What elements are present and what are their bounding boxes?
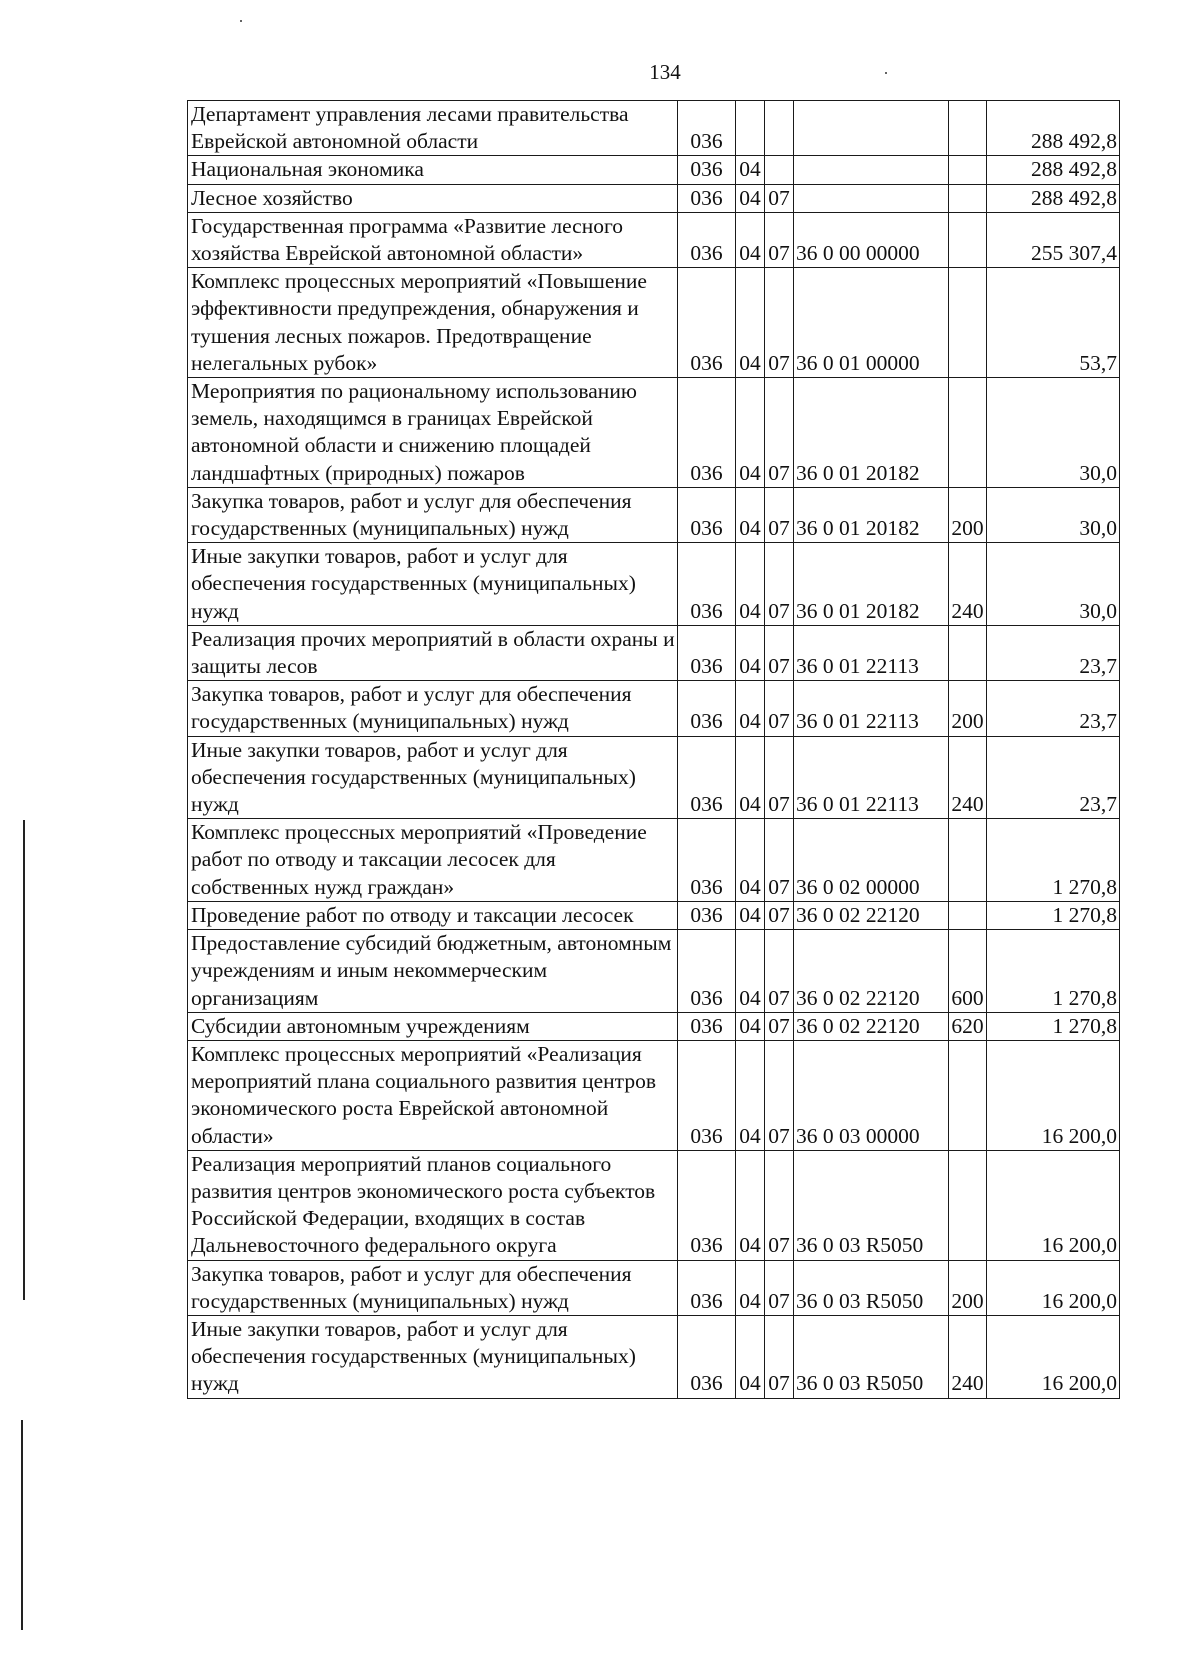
row-name-cell: Государственная программа «Развитие лесного хозяйства Еврейской автономной области» bbox=[188, 212, 678, 267]
table-row bbox=[188, 930, 1120, 1013]
expense-type-cell: 240 bbox=[949, 736, 987, 819]
expense-type-cell bbox=[949, 1150, 987, 1260]
page-number: 134 bbox=[649, 60, 681, 84]
section-code-cell bbox=[736, 101, 765, 156]
department-code-cell: 036 bbox=[678, 378, 736, 488]
section-code-cell: 04 bbox=[736, 736, 765, 819]
section-code-cell: 04 bbox=[736, 487, 765, 542]
subsection-code-cell: 07 bbox=[765, 212, 794, 267]
section-code-cell: 04 bbox=[736, 378, 765, 488]
section-code-cell: 04 bbox=[736, 625, 765, 680]
department-code-cell: 036 bbox=[678, 1260, 736, 1315]
amount-cell: 255 307,4 bbox=[987, 212, 1120, 267]
table-row bbox=[188, 156, 1120, 184]
target-article-cell bbox=[794, 184, 949, 212]
department-code-cell: 036 bbox=[678, 184, 736, 212]
amount-cell: 23,7 bbox=[987, 736, 1120, 819]
scan-speck bbox=[240, 20, 242, 22]
scan-speck bbox=[885, 72, 887, 74]
row-name-cell: Комплекс процессных мероприятий «Проведение работ по отводу и таксации лесосек для собственных нужд граждан» bbox=[188, 819, 678, 902]
amount-cell: 1 270,8 bbox=[987, 819, 1120, 902]
table-row bbox=[188, 681, 1120, 736]
amount-cell: 23,7 bbox=[987, 681, 1120, 736]
section-code-cell: 04 bbox=[736, 543, 765, 626]
department-code-cell: 036 bbox=[678, 156, 736, 184]
subsection-code-cell: 07 bbox=[765, 930, 794, 1013]
row-name-cell: Субсидии автономным учреждениям bbox=[188, 1012, 678, 1040]
target-article-cell bbox=[794, 156, 949, 184]
amount-cell: 30,0 bbox=[987, 543, 1120, 626]
table-row bbox=[188, 625, 1120, 680]
subsection-code-cell: 07 bbox=[765, 625, 794, 680]
amount-cell: 16 200,0 bbox=[987, 1150, 1120, 1260]
target-article-cell: 36 0 00 00000 bbox=[794, 212, 949, 267]
section-code-cell: 04 bbox=[736, 901, 765, 929]
amount-cell: 16 200,0 bbox=[987, 1315, 1120, 1398]
budget-table bbox=[187, 100, 1120, 1399]
expense-type-cell bbox=[949, 1040, 987, 1150]
row-name-cell: Закупка товаров, работ и услуг для обеспечения государственных (муниципальных) нужд bbox=[188, 487, 678, 542]
expense-type-cell bbox=[949, 378, 987, 488]
target-article-cell: 36 0 03 00000 bbox=[794, 1040, 949, 1150]
row-name-cell: Предоставление субсидий бюджетным, автономным учреждениям и иным некоммерческим организациям bbox=[188, 930, 678, 1013]
department-code-cell: 036 bbox=[678, 487, 736, 542]
table-row bbox=[188, 212, 1120, 267]
target-article-cell: 36 0 02 22120 bbox=[794, 930, 949, 1013]
amount-cell: 16 200,0 bbox=[987, 1040, 1120, 1150]
section-code-cell: 04 bbox=[736, 1150, 765, 1260]
budget-table-body bbox=[188, 101, 1120, 1399]
department-code-cell: 036 bbox=[678, 819, 736, 902]
department-code-cell: 036 bbox=[678, 930, 736, 1013]
target-article-cell: 36 0 02 22120 bbox=[794, 1012, 949, 1040]
subsection-code-cell: 07 bbox=[765, 901, 794, 929]
scan-edge-line bbox=[23, 820, 25, 1300]
amount-cell: 1 270,8 bbox=[987, 901, 1120, 929]
department-code-cell: 036 bbox=[678, 1040, 736, 1150]
row-name-cell: Иные закупки товаров, работ и услуг для обеспечения государственных (муниципальных) нужд bbox=[188, 543, 678, 626]
table-row bbox=[188, 268, 1120, 378]
row-name-cell: Закупка товаров, работ и услуг для обеспечения государственных (муниципальных) нужд bbox=[188, 1260, 678, 1315]
department-code-cell: 036 bbox=[678, 543, 736, 626]
table-row bbox=[188, 1260, 1120, 1315]
department-code-cell: 036 bbox=[678, 736, 736, 819]
subsection-code-cell: 07 bbox=[765, 681, 794, 736]
department-code-cell: 036 bbox=[678, 1315, 736, 1398]
row-name-cell: Лесное хозяйство bbox=[188, 184, 678, 212]
expense-type-cell: 200 bbox=[949, 1260, 987, 1315]
expense-type-cell bbox=[949, 156, 987, 184]
department-code-cell: 036 bbox=[678, 1012, 736, 1040]
subsection-code-cell: 07 bbox=[765, 1315, 794, 1398]
row-name-cell: Иные закупки товаров, работ и услуг для обеспечения государственных (муниципальных) нужд bbox=[188, 1315, 678, 1398]
subsection-code-cell: 07 bbox=[765, 1040, 794, 1150]
section-code-cell: 04 bbox=[736, 930, 765, 1013]
target-article-cell: 36 0 02 00000 bbox=[794, 819, 949, 902]
target-article-cell: 36 0 01 22113 bbox=[794, 681, 949, 736]
amount-cell: 16 200,0 bbox=[987, 1260, 1120, 1315]
subsection-code-cell bbox=[765, 101, 794, 156]
amount-cell: 1 270,8 bbox=[987, 930, 1120, 1013]
expense-type-cell: 200 bbox=[949, 681, 987, 736]
row-name-cell: Проведение работ по отводу и таксации лесосек bbox=[188, 901, 678, 929]
section-code-cell: 04 bbox=[736, 212, 765, 267]
amount-cell: 288 492,8 bbox=[987, 184, 1120, 212]
target-article-cell: 36 0 01 22113 bbox=[794, 625, 949, 680]
subsection-code-cell: 07 bbox=[765, 378, 794, 488]
department-code-cell: 036 bbox=[678, 901, 736, 929]
row-name-cell: Национальная экономика bbox=[188, 156, 678, 184]
target-article-cell: 36 0 01 22113 bbox=[794, 736, 949, 819]
subsection-code-cell: 07 bbox=[765, 487, 794, 542]
amount-cell: 30,0 bbox=[987, 487, 1120, 542]
expense-type-cell bbox=[949, 268, 987, 378]
amount-cell: 53,7 bbox=[987, 268, 1120, 378]
row-name-cell: Реализация мероприятий планов социального развития центров экономического роста субъектов Российской Федерации, входящих в состав Дальневосточного федерального округа bbox=[188, 1150, 678, 1260]
amount-cell: 30,0 bbox=[987, 378, 1120, 488]
target-article-cell: 36 0 02 22120 bbox=[794, 901, 949, 929]
target-article-cell: 36 0 01 20182 bbox=[794, 378, 949, 488]
subsection-code-cell: 07 bbox=[765, 736, 794, 819]
section-code-cell: 04 bbox=[736, 1012, 765, 1040]
row-name-cell: Иные закупки товаров, работ и услуг для обеспечения государственных (муниципальных) нужд bbox=[188, 736, 678, 819]
row-name-cell: Закупка товаров, работ и услуг для обеспечения государственных (муниципальных) нужд bbox=[188, 681, 678, 736]
subsection-code-cell: 07 bbox=[765, 1012, 794, 1040]
row-name-cell: Комплекс процессных мероприятий «Повышение эффективности предупреждения, обнаружения и тушения лесных пожаров. Предотвращение нелегальных рубок» bbox=[188, 268, 678, 378]
table-row bbox=[188, 487, 1120, 542]
section-code-cell: 04 bbox=[736, 268, 765, 378]
target-article-cell: 36 0 03 R5050 bbox=[794, 1315, 949, 1398]
expense-type-cell: 600 bbox=[949, 930, 987, 1013]
expense-type-cell: 240 bbox=[949, 1315, 987, 1398]
department-code-cell: 036 bbox=[678, 212, 736, 267]
expense-type-cell bbox=[949, 101, 987, 156]
section-code-cell: 04 bbox=[736, 1260, 765, 1315]
amount-cell: 288 492,8 bbox=[987, 101, 1120, 156]
expense-type-cell bbox=[949, 184, 987, 212]
target-article-cell: 36 0 01 00000 bbox=[794, 268, 949, 378]
table-row bbox=[188, 184, 1120, 212]
subsection-code-cell: 07 bbox=[765, 1260, 794, 1315]
subsection-code-cell: 07 bbox=[765, 819, 794, 902]
amount-cell: 1 270,8 bbox=[987, 1012, 1120, 1040]
amount-cell: 288 492,8 bbox=[987, 156, 1120, 184]
subsection-code-cell bbox=[765, 156, 794, 184]
expense-type-cell bbox=[949, 212, 987, 267]
table-row bbox=[188, 819, 1120, 902]
target-article-cell: 36 0 01 20182 bbox=[794, 543, 949, 626]
target-article-cell: 36 0 01 20182 bbox=[794, 487, 949, 542]
row-name-cell: Мероприятия по рациональному использованию земель, находящимся в границах Еврейской автономной области и снижению площадей ландшафтных (природных) пожаров bbox=[188, 378, 678, 488]
row-name-cell: Комплекс процессных мероприятий «Реализация мероприятий плана социального развития центров экономического роста Еврейской автономной области» bbox=[188, 1040, 678, 1150]
target-article-cell: 36 0 03 R5050 bbox=[794, 1260, 949, 1315]
target-article-cell bbox=[794, 101, 949, 156]
department-code-cell: 036 bbox=[678, 1150, 736, 1260]
table-row bbox=[188, 1315, 1120, 1398]
row-name-cell: Департамент управления лесами правительства Еврейской автономной области bbox=[188, 101, 678, 156]
table-row bbox=[188, 101, 1120, 156]
target-article-cell: 36 0 03 R5050 bbox=[794, 1150, 949, 1260]
section-code-cell: 04 bbox=[736, 156, 765, 184]
section-code-cell: 04 bbox=[736, 1315, 765, 1398]
table-row bbox=[188, 1040, 1120, 1150]
expense-type-cell: 240 bbox=[949, 543, 987, 626]
expense-type-cell bbox=[949, 819, 987, 902]
subsection-code-cell: 07 bbox=[765, 184, 794, 212]
section-code-cell: 04 bbox=[736, 681, 765, 736]
expense-type-cell: 200 bbox=[949, 487, 987, 542]
section-code-cell: 04 bbox=[736, 1040, 765, 1150]
expense-type-cell bbox=[949, 901, 987, 929]
section-code-cell: 04 bbox=[736, 819, 765, 902]
department-code-cell: 036 bbox=[678, 268, 736, 378]
table-row bbox=[188, 901, 1120, 929]
subsection-code-cell: 07 bbox=[765, 1150, 794, 1260]
subsection-code-cell: 07 bbox=[765, 543, 794, 626]
table-row bbox=[188, 543, 1120, 626]
department-code-cell: 036 bbox=[678, 101, 736, 156]
expense-type-cell bbox=[949, 625, 987, 680]
department-code-cell: 036 bbox=[678, 625, 736, 680]
table-row bbox=[188, 378, 1120, 488]
table-row bbox=[188, 1012, 1120, 1040]
section-code-cell: 04 bbox=[736, 184, 765, 212]
expense-type-cell: 620 bbox=[949, 1012, 987, 1040]
table-row bbox=[188, 1150, 1120, 1260]
row-name-cell: Реализация прочих мероприятий в области охраны и защиты лесов bbox=[188, 625, 678, 680]
table-row bbox=[188, 736, 1120, 819]
subsection-code-cell: 07 bbox=[765, 268, 794, 378]
department-code-cell: 036 bbox=[678, 681, 736, 736]
scan-edge-line bbox=[21, 1420, 23, 1630]
amount-cell: 23,7 bbox=[987, 625, 1120, 680]
